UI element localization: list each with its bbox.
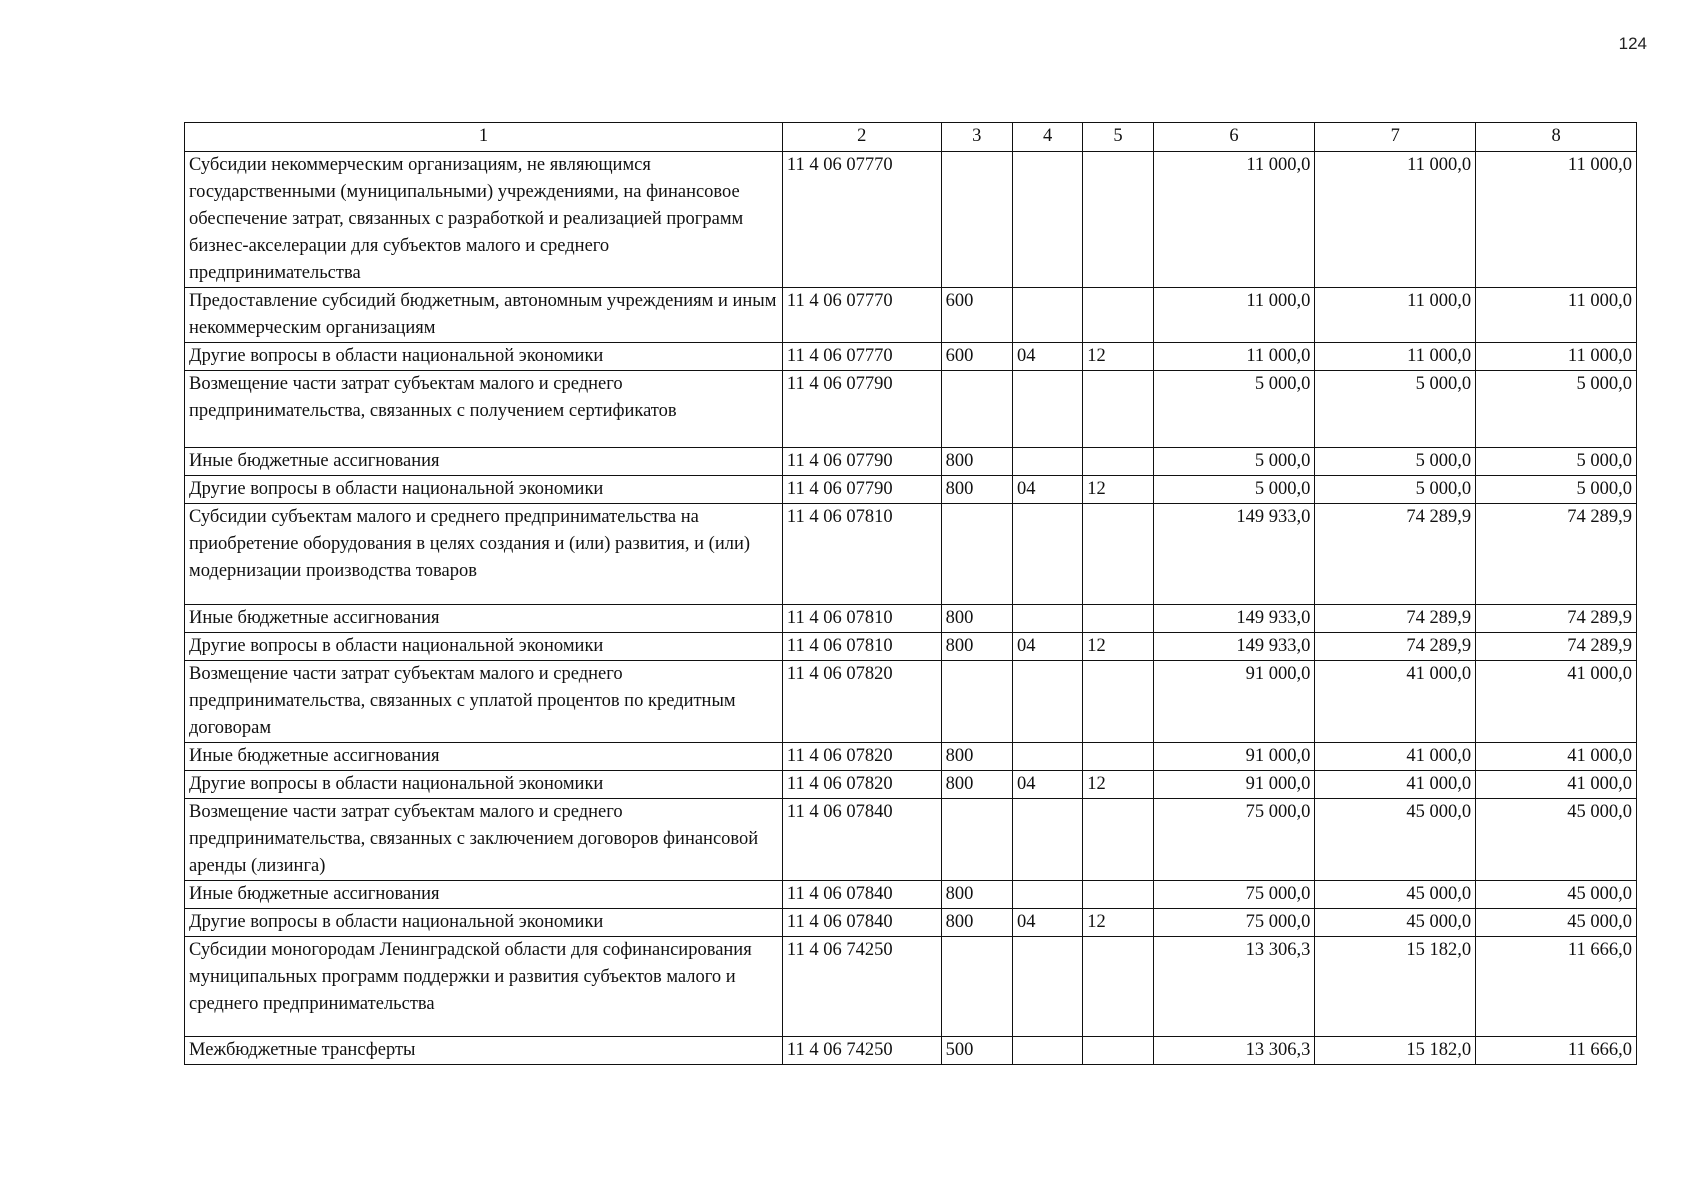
row-code-cell: 11 4 06 74250 [782,937,941,1037]
row-col3-cell: 600 [941,288,1012,343]
row-value8-cell: 5 000,0 [1476,448,1637,476]
row-code-cell: 11 4 06 07810 [782,633,941,661]
row-name-cell: Другие вопросы в области национальной экономики [185,343,783,371]
header-cell: 7 [1315,123,1476,152]
row-code-cell: 11 4 06 07820 [782,771,941,799]
table-row [185,881,1637,909]
row-col3-cell: 800 [941,909,1012,937]
row-value6-cell: 91 000,0 [1153,661,1315,743]
row-col5-cell [1083,288,1153,343]
header-cell: 5 [1083,123,1153,152]
row-value8-cell: 5 000,0 [1476,371,1637,448]
row-col4-cell [1012,881,1082,909]
row-value7-cell: 45 000,0 [1315,799,1476,881]
table-row [185,661,1637,743]
row-col3-cell: 800 [941,881,1012,909]
row-value6-cell: 13 306,3 [1153,937,1315,1037]
row-col5-cell: 12 [1083,771,1153,799]
row-name-cell: Иные бюджетные ассигнования [185,743,783,771]
row-name-cell: Другие вопросы в области национальной экономики [185,633,783,661]
row-value6-cell: 149 933,0 [1153,605,1315,633]
row-value7-cell: 41 000,0 [1315,771,1476,799]
table-row [185,476,1637,504]
row-value6-cell: 91 000,0 [1153,743,1315,771]
row-value7-cell: 41 000,0 [1315,661,1476,743]
row-code-cell: 11 4 06 07820 [782,661,941,743]
row-code-cell: 11 4 06 07840 [782,799,941,881]
row-col4-cell: 04 [1012,343,1082,371]
row-value6-cell: 5 000,0 [1153,371,1315,448]
table-row [185,504,1637,605]
row-code-cell: 11 4 06 74250 [782,1037,941,1065]
row-col5-cell [1083,448,1153,476]
row-name-cell: Другие вопросы в области национальной экономики [185,771,783,799]
row-name-cell: Возмещение части затрат субъектам малого и среднего предпринимательства, связанных с уплатой процентов по кредитным договорам [185,661,783,743]
page-number: 124 [1618,34,1647,53]
row-col4-cell [1012,605,1082,633]
row-code-cell: 11 4 06 07810 [782,605,941,633]
row-value8-cell: 45 000,0 [1476,881,1637,909]
row-col3-cell [941,504,1012,605]
row-value7-cell: 5 000,0 [1315,371,1476,448]
row-col3-cell [941,371,1012,448]
table-row [185,799,1637,881]
row-name-cell: Субсидии некоммерческим организациям, не являющимся государственными (муниципальными) учреждениями, на финансовое обеспечение затрат, связанных с разработкой и реализацией программ бизнес-акселерации для субъектов малого и среднего предпринимательства [185,152,783,288]
header-cell: 6 [1153,123,1315,152]
row-code-cell: 11 4 06 07840 [782,909,941,937]
row-col4-cell: 04 [1012,771,1082,799]
row-col5-cell [1083,152,1153,288]
row-name-cell: Межбюджетные трансферты [185,1037,783,1065]
row-col3-cell: 800 [941,771,1012,799]
row-name-cell: Другие вопросы в области национальной экономики [185,476,783,504]
table-row [185,448,1637,476]
row-col4-cell: 04 [1012,476,1082,504]
table-header-row [185,123,1637,152]
row-col3-cell: 800 [941,448,1012,476]
row-value6-cell: 13 306,3 [1153,1037,1315,1065]
row-col3-cell: 800 [941,743,1012,771]
row-code-cell: 11 4 06 07770 [782,343,941,371]
row-value6-cell: 11 000,0 [1153,152,1315,288]
row-col4-cell: 04 [1012,633,1082,661]
row-col3-cell: 800 [941,633,1012,661]
table-row [185,605,1637,633]
table-row [185,152,1637,288]
row-col5-cell: 12 [1083,633,1153,661]
table-row [185,1037,1637,1065]
row-col4-cell [1012,288,1082,343]
row-code-cell: 11 4 06 07770 [782,288,941,343]
header-cell: 1 [185,123,783,152]
row-value8-cell: 11 666,0 [1476,937,1637,1037]
row-col4-cell [1012,937,1082,1037]
row-value8-cell: 5 000,0 [1476,476,1637,504]
row-value8-cell: 74 289,9 [1476,633,1637,661]
row-value7-cell: 74 289,9 [1315,605,1476,633]
row-code-cell: 11 4 06 07790 [782,476,941,504]
row-value6-cell: 5 000,0 [1153,476,1315,504]
row-value7-cell: 15 182,0 [1315,937,1476,1037]
row-col4-cell [1012,661,1082,743]
row-value7-cell: 74 289,9 [1315,633,1476,661]
header-cell: 3 [941,123,1012,152]
row-value7-cell: 45 000,0 [1315,909,1476,937]
row-col4-cell [1012,743,1082,771]
row-col5-cell: 12 [1083,343,1153,371]
table-row [185,937,1637,1037]
row-code-cell: 11 4 06 07770 [782,152,941,288]
row-col3-cell [941,937,1012,1037]
row-value7-cell: 45 000,0 [1315,881,1476,909]
row-value8-cell: 45 000,0 [1476,909,1637,937]
row-name-cell: Иные бюджетные ассигнования [185,605,783,633]
row-col5-cell [1083,371,1153,448]
row-col4-cell: 04 [1012,909,1082,937]
row-value7-cell: 11 000,0 [1315,288,1476,343]
table-row [185,909,1637,937]
row-col5-cell [1083,799,1153,881]
header-cell: 4 [1012,123,1082,152]
row-value7-cell: 41 000,0 [1315,743,1476,771]
row-code-cell: 11 4 06 07840 [782,881,941,909]
row-value6-cell: 75 000,0 [1153,799,1315,881]
row-col3-cell [941,152,1012,288]
row-value8-cell: 41 000,0 [1476,771,1637,799]
row-value7-cell: 15 182,0 [1315,1037,1476,1065]
row-col3-cell: 600 [941,343,1012,371]
row-code-cell: 11 4 06 07810 [782,504,941,605]
row-col5-cell [1083,504,1153,605]
row-code-cell: 11 4 06 07790 [782,448,941,476]
row-value8-cell: 74 289,9 [1476,504,1637,605]
row-value7-cell: 11 000,0 [1315,152,1476,288]
row-value8-cell: 11 000,0 [1476,343,1637,371]
row-name-cell: Иные бюджетные ассигнования [185,881,783,909]
row-col5-cell [1083,1037,1153,1065]
row-col4-cell [1012,1037,1082,1065]
row-col3-cell: 800 [941,476,1012,504]
row-value7-cell: 11 000,0 [1315,343,1476,371]
row-col5-cell [1083,661,1153,743]
row-name-cell: Другие вопросы в области национальной экономики [185,909,783,937]
row-name-cell: Иные бюджетные ассигнования [185,448,783,476]
header-cell: 2 [782,123,941,152]
row-value6-cell: 149 933,0 [1153,633,1315,661]
row-value6-cell: 11 000,0 [1153,343,1315,371]
row-col4-cell [1012,152,1082,288]
table-row [185,743,1637,771]
row-col5-cell: 12 [1083,909,1153,937]
row-value7-cell: 74 289,9 [1315,504,1476,605]
row-code-cell: 11 4 06 07790 [782,371,941,448]
header-cell: 8 [1476,123,1637,152]
table-row [185,771,1637,799]
row-col4-cell [1012,504,1082,605]
row-value6-cell: 5 000,0 [1153,448,1315,476]
table-row [185,633,1637,661]
row-name-cell: Возмещение части затрат субъектам малого и среднего предпринимательства, связанных с заключением договоров финансовой аренды (лизинга) [185,799,783,881]
row-value6-cell: 75 000,0 [1153,909,1315,937]
row-col5-cell [1083,743,1153,771]
row-col5-cell [1083,881,1153,909]
row-col4-cell [1012,371,1082,448]
row-col5-cell [1083,937,1153,1037]
row-col4-cell [1012,448,1082,476]
row-col3-cell: 800 [941,605,1012,633]
row-name-cell: Возмещение части затрат субъектам малого и среднего предпринимательства, связанных с получением сертификатов [185,371,783,448]
row-value6-cell: 75 000,0 [1153,881,1315,909]
row-name-cell: Субсидии моногородам Ленинградской области для софинансирования муниципальных программ поддержки и развития субъектов малого и среднего предпринимательства [185,937,783,1037]
row-value8-cell: 45 000,0 [1476,799,1637,881]
row-code-cell: 11 4 06 07820 [782,743,941,771]
row-value8-cell: 41 000,0 [1476,743,1637,771]
table-row [185,343,1637,371]
row-value8-cell: 74 289,9 [1476,605,1637,633]
row-value8-cell: 41 000,0 [1476,661,1637,743]
row-value8-cell: 11 666,0 [1476,1037,1637,1065]
row-col3-cell: 500 [941,1037,1012,1065]
row-col5-cell: 12 [1083,476,1153,504]
budget-table [184,122,1637,1065]
row-value6-cell: 91 000,0 [1153,771,1315,799]
row-name-cell: Предоставление субсидий бюджетным, автономным учреждениям и иным некоммерческим организациям [185,288,783,343]
table-row [185,371,1637,448]
row-value6-cell: 149 933,0 [1153,504,1315,605]
row-value7-cell: 5 000,0 [1315,476,1476,504]
row-col3-cell [941,661,1012,743]
row-value7-cell: 5 000,0 [1315,448,1476,476]
row-value6-cell: 11 000,0 [1153,288,1315,343]
row-col4-cell [1012,799,1082,881]
row-value8-cell: 11 000,0 [1476,288,1637,343]
row-name-cell: Субсидии субъектам малого и среднего предпринимательства на приобретение оборудования в целях создания и (или) развития, и (или) модернизации производства товаров [185,504,783,605]
row-value8-cell: 11 000,0 [1476,152,1637,288]
row-col5-cell [1083,605,1153,633]
table-row [185,288,1637,343]
row-col3-cell [941,799,1012,881]
